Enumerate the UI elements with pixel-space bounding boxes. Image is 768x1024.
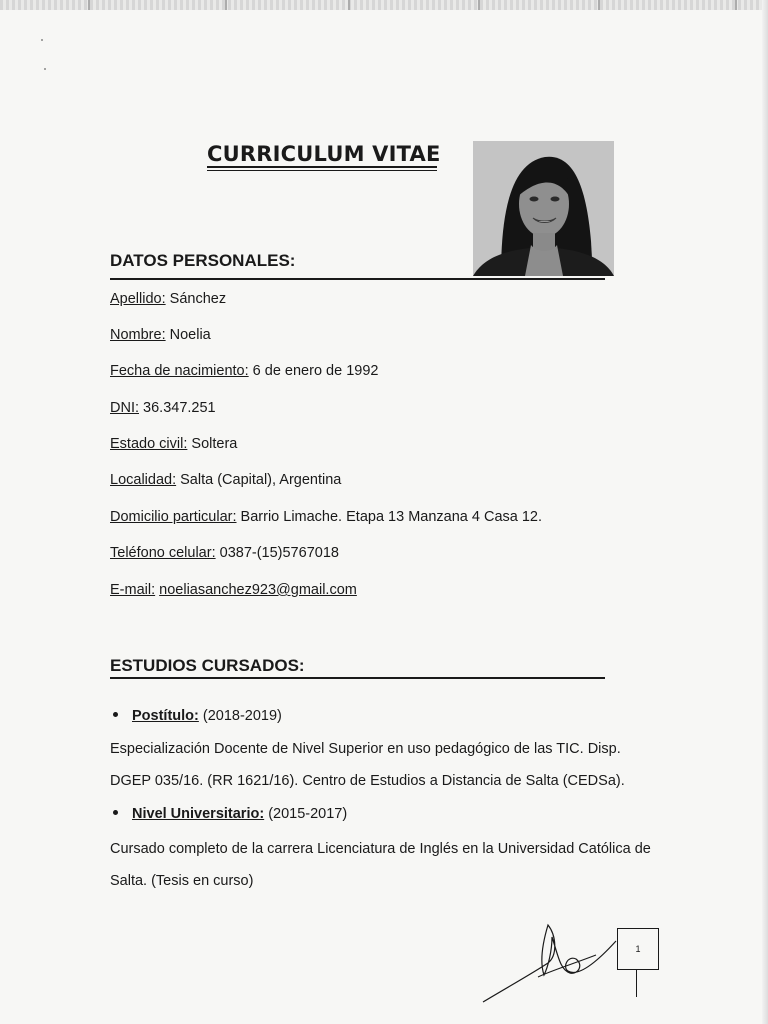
email-link[interactable]: noeliasanchez923@gmail.com (159, 582, 357, 598)
portrait-photo (473, 141, 614, 276)
field-label: Estado civil: (110, 436, 188, 452)
study-line: Salta. (Tesis en curso) (110, 873, 254, 889)
study-line: Especialización Docente de Nivel Superior en uso pedagógico de las TIC. Disp. (110, 741, 621, 757)
page-number-box: 1 (617, 928, 659, 970)
study-label: Postítulo: (132, 708, 199, 724)
field-value: Sánchez (169, 291, 227, 307)
bullet-icon (113, 712, 118, 717)
study-line: Cursado completo de la carrera Licenciatura de Inglés en la Universidad Católica de (110, 841, 651, 857)
scan-edge-right (762, 0, 768, 1024)
field-value: 6 de enero de 1992 (252, 363, 379, 379)
field-localidad (110, 472, 341, 488)
study-description-postitulo (110, 733, 670, 797)
field-apellido (110, 291, 226, 307)
field-nombre (110, 327, 211, 343)
title-underline (207, 166, 437, 168)
field-label: Fecha de nacimiento: (110, 363, 249, 379)
section-rule-studies (110, 677, 605, 679)
section-rule-personal (110, 278, 605, 280)
field-fecha-nacimiento (110, 363, 378, 379)
field-value: Noelia (169, 327, 211, 343)
scan-speck (41, 39, 43, 41)
study-line: DGEP 035/16. (RR 1621/16). Centro de Estudios a Distancia de Salta (CEDSa). (110, 773, 625, 789)
study-description-universitario (110, 833, 670, 897)
field-value: 0387-(15)5767018 (219, 545, 339, 561)
page-number-stem (636, 969, 637, 997)
field-dni (110, 400, 216, 416)
study-item-universitario (113, 806, 347, 822)
field-label: E-mail: (110, 582, 156, 598)
field-label: Localidad: (110, 472, 177, 488)
field-value: Soltera (191, 436, 238, 452)
field-label: Domicilio particular: (110, 509, 237, 525)
signature-image (478, 915, 618, 1010)
document-title: CURRICULUM VITAE (207, 142, 441, 166)
study-years: (2015-2017) (268, 806, 348, 822)
field-label: Teléfono celular: (110, 545, 216, 561)
field-label: Nombre: (110, 327, 166, 343)
field-label: DNI: (110, 400, 139, 416)
section-title-personal: DATOS PERSONALES: (110, 251, 296, 270)
field-telefono (110, 545, 339, 561)
bullet-icon (113, 810, 118, 815)
study-label: Nivel Universitario: (132, 806, 265, 822)
field-domicilio (110, 509, 542, 525)
scan-edge-top (0, 0, 768, 10)
field-label: Apellido: (110, 291, 166, 307)
scan-speck (44, 68, 46, 70)
study-years: (2018-2019) (202, 708, 282, 724)
section-title-studies: ESTUDIOS CURSADOS: (110, 656, 305, 675)
study-item-postitulo (113, 708, 282, 724)
field-value: 36.347.251 (143, 400, 216, 416)
field-estado-civil (110, 436, 237, 452)
field-email (110, 582, 357, 598)
field-value: Barrio Limache. Etapa 13 Manzana 4 Casa 12. (240, 509, 543, 525)
field-value: Salta (Capital), Argentina (180, 472, 342, 488)
title-underline-second (207, 170, 437, 171)
